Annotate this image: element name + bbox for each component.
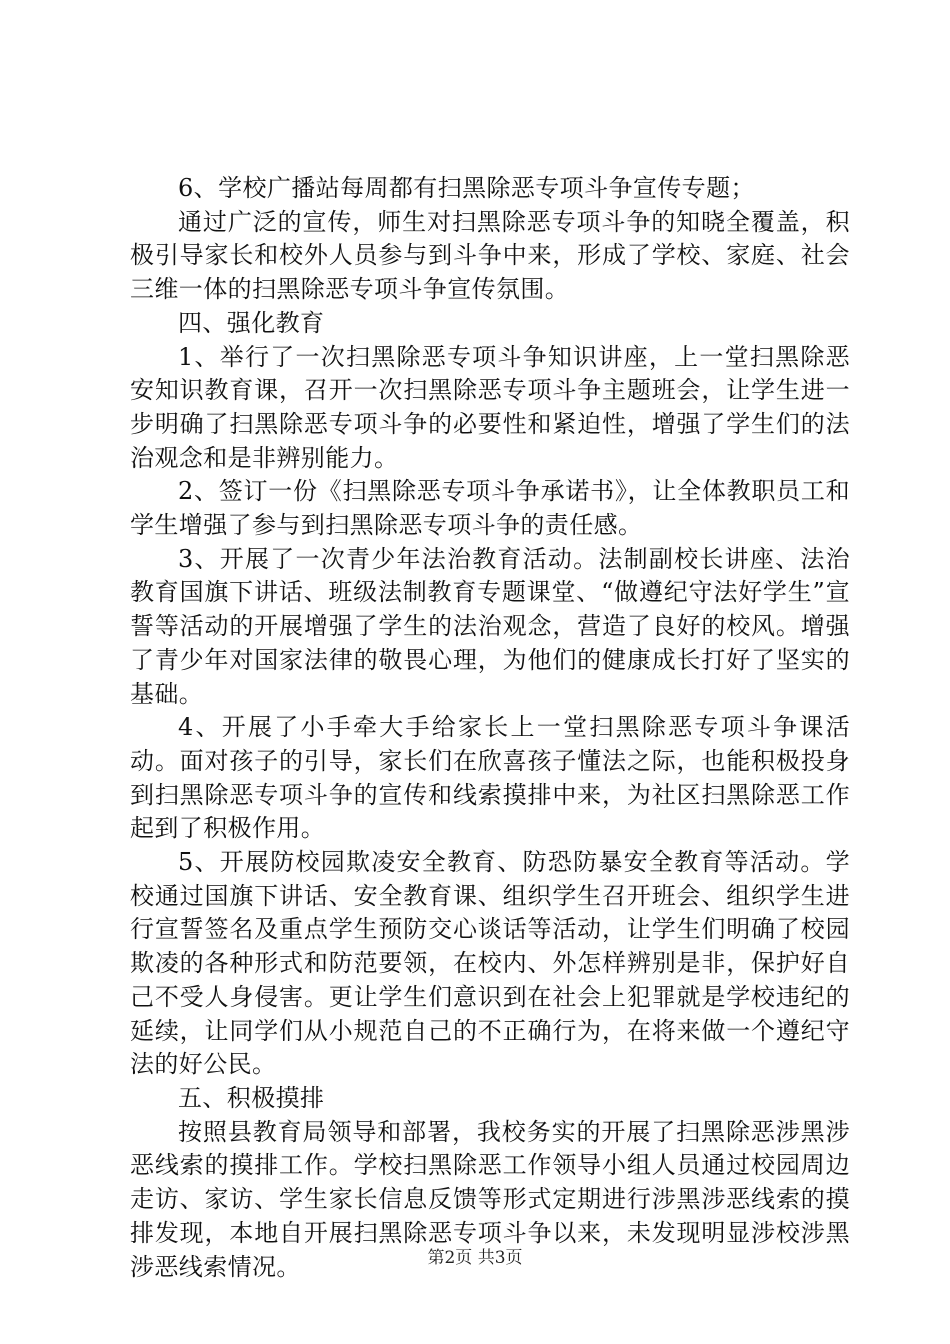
- paragraph-lecture: 1、举行了一次扫黑除恶专项斗争知识讲座，上一堂扫黑除恶安知识教育课，召开一次扫黑除恶专项斗争主题班会，让学生进一步明确了扫黑除恶专项斗争的必要性和紧迫性，增强了学生们的法治观念和是非辨别能力。: [130, 342, 850, 472]
- section-heading-investigation: 五、积极摸排: [178, 1083, 325, 1112]
- paragraph-law-education: 3、开展了一次青少年法治教育活动。法制副校长讲座、法治教育国旗下讲话、班级法制教育专题课堂、“做遵纪守法好学生”宣誓等活动的开展增强了学生的法治观念，营造了良好的校风。增强了青少年对国家法律的敬畏心理，为他们的健康成长打好了坚实的基础。: [130, 544, 850, 708]
- paragraph-pledge: 2、签订一份《扫黑除恶专项斗争承诺书》，让全体教职员工和学生增强了参与到扫黑除恶专项斗争的责任感。: [130, 477, 850, 540]
- page-footer: 第2页 共3页: [427, 1248, 523, 1268]
- paragraph-publicity-summary: 通过广泛的宣传，师生对扫黑除恶专项斗争的知晓全覆盖，积极引导家长和校外人员参与到斗争中来，形成了学校、家庭、社会三维一体的扫黑除恶专项斗争宣传氛围。: [130, 207, 850, 304]
- document-body: [130, 172, 850, 1284]
- paragraph-anti-bullying: 5、开展防校园欺凌安全教育、防恐防暴安全教育等活动。学校通过国旗下讲话、安全教育课、组织学生召开班会、组织学生进行宣誓签名及重点学生预防交心谈话等活动，让学生们明确了校园欺凌的各种形式和防范要领，在校内、外怎样辨别是非，保护好自己不受人身侵害。更让学生们意识到在社会上犯罪就是学校违纪的延续，让同学们从小规范自己的不正确行为，在将来做一个遵纪守法的好公民。: [130, 848, 850, 1079]
- section-heading-education: 四、强化教育: [178, 308, 325, 337]
- paragraph-parents: 4、开展了小手牵大手给家长上一堂扫黑除恶专项斗争课活动。面对孩子的引导，家长们在欣喜孩子懂法之际，也能积极投身到扫黑除恶专项斗争的宣传和线索摸排中来，为社区扫黑除恶工作起到了积极作用。: [130, 713, 850, 843]
- paragraph-broadcast: 6、学校广播站每周都有扫黑除恶专项斗争宣传专题；: [178, 174, 755, 202]
- paragraph-investigation: 按照县教育局领导和部署，我校务实的开展了扫黑除恶涉黑涉恶线索的摸排工作。学校扫黑除恶工作领导小组人员通过校园周边走访、家访、学生家长信息反馈等形式定期进行涉黑涉恶线索的摸排发现，本地自开展扫黑除恶专项斗争以来，未发现明显涉校涉黑涉恶线索情况。: [130, 1117, 850, 1281]
